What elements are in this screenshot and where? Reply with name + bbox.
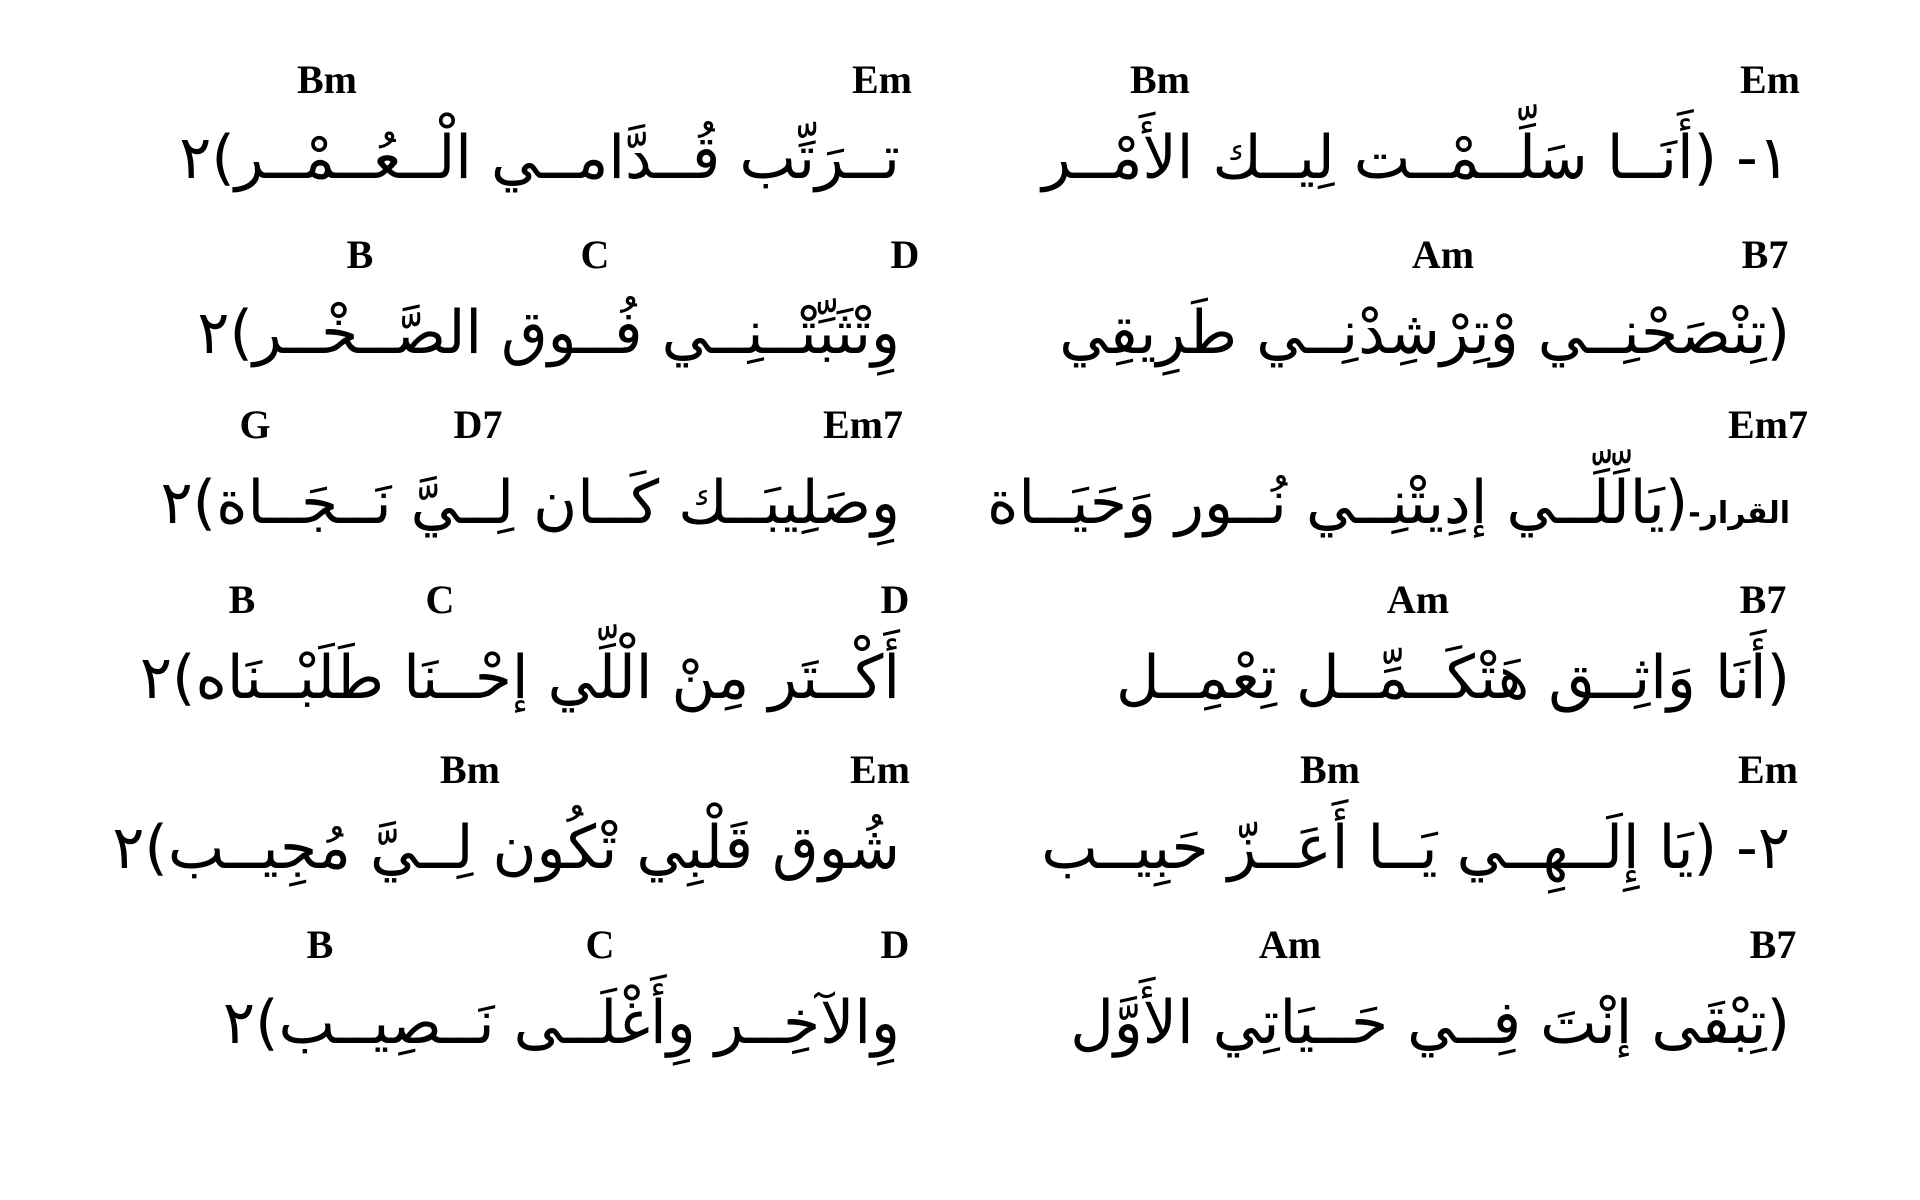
lyric-right: ١- (أَنَــا سَلِّــمْــت لِيــك الأَمْــر bbox=[1042, 123, 1790, 193]
chord-label: Bm bbox=[440, 747, 500, 792]
chord-label: C bbox=[425, 577, 455, 622]
chord-label: Em bbox=[852, 57, 912, 102]
chord-label: B bbox=[306, 922, 334, 967]
chord-label: D bbox=[880, 922, 910, 967]
lyric-right: (أَنَا وَاثِــق هَتْكَــمِّــل تِعْمِــل bbox=[1115, 643, 1790, 713]
chord-label: Bm bbox=[1300, 747, 1360, 792]
chord-label: Am bbox=[1411, 232, 1475, 277]
chord-label: Bm bbox=[297, 57, 357, 102]
chord-label: D bbox=[890, 232, 920, 277]
chord-label: D bbox=[880, 577, 910, 622]
chord-label: C bbox=[585, 922, 615, 967]
chord-label: Am bbox=[1258, 922, 1322, 967]
chord-label: Em7 bbox=[823, 402, 903, 447]
chord-label: Bm bbox=[1130, 57, 1190, 102]
chord-label: B bbox=[228, 577, 256, 622]
refrain-text: (يَالِّلِّــي إدِيتْنِــي نُــور وَحَيَــاة bbox=[986, 468, 1689, 538]
lyric-left: وِتْثَبِّتْــنِــي فُــوق الصَّــخْــر)٢ bbox=[197, 298, 900, 368]
lyric-right: (تِنْصَحْنِــي وْتِرْشِدْنِــي طَرِيقِي bbox=[1059, 298, 1790, 368]
chord-label: Em7 bbox=[1728, 402, 1808, 447]
lyric-left: وِالآخِــر وِأَغْلَــى نَــصِيــب)٢ bbox=[222, 988, 900, 1058]
chord-label: C bbox=[580, 232, 610, 277]
lyric-left: شُوق قَلْبِي تْكُون لِــيَّ مُجِيــب)٢ bbox=[112, 813, 900, 883]
chord-label: B7 bbox=[1739, 577, 1787, 622]
chord-label: G bbox=[239, 402, 271, 447]
chord-label: D7 bbox=[453, 402, 503, 447]
lyric-right: (تِبْقَى إنْتَ فِــي حَــيَاتِي الأَوَّل bbox=[1070, 988, 1790, 1058]
chord-label: Am bbox=[1386, 577, 1450, 622]
chord-label: Em bbox=[1740, 57, 1800, 102]
chord-label: B7 bbox=[1749, 922, 1797, 967]
lyric-left: أَكْــتَر مِنْ الْلِّي إحْــنَا طَلَبْــنَاه)٢ bbox=[139, 643, 900, 713]
lyric-left: تــرَتِّب قُــدَّامــي الْــعُــمْــر)٢ bbox=[179, 123, 900, 193]
lyric-left: وِصَلِيبَــك كَــان لِــيَّ نَــجَــاة)٢ bbox=[160, 468, 900, 538]
lyric-right: ٢- (يَا إِلَــهِــي يَــا أَعَــزّ حَبِيــب bbox=[1041, 813, 1790, 883]
lyric-right bbox=[960, 465, 1790, 552]
refrain-tag: القرار- bbox=[1688, 496, 1790, 531]
chord-label: B7 bbox=[1741, 232, 1789, 277]
chord-label: B bbox=[346, 232, 374, 277]
chord-label: Em bbox=[850, 747, 910, 792]
chord-label: Em bbox=[1738, 747, 1798, 792]
